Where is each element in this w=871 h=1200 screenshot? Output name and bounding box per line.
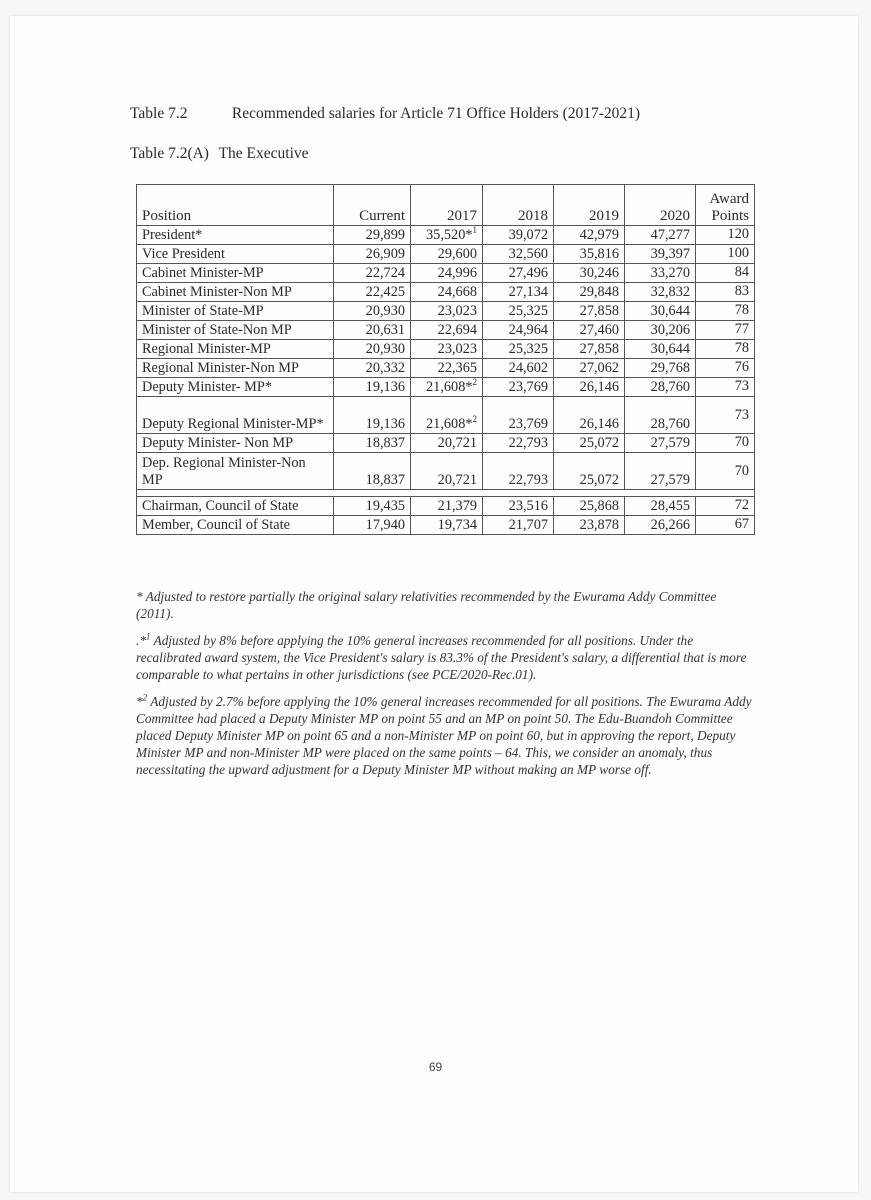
- cell-2020: [625, 453, 696, 490]
- cell-position-text: Vice President: [142, 246, 225, 262]
- cell-2019: [554, 283, 625, 302]
- cell-2018-text: 24,964: [508, 322, 548, 338]
- cell-current-text: 18,837: [365, 472, 405, 488]
- cell-2018: [483, 283, 554, 302]
- cell-2017: [411, 264, 483, 283]
- table-row: [137, 245, 755, 264]
- cell-2018: [483, 434, 554, 453]
- cell-position-text: Regional Minister-Non MP: [142, 360, 299, 376]
- cell-current-text: 17,940: [365, 517, 405, 533]
- cell-2018: [483, 453, 554, 490]
- cell-2019-text: 27,858: [579, 341, 619, 357]
- page-number: 69: [428, 1060, 443, 1074]
- cell-2019-text: 25,868: [579, 498, 619, 514]
- footnote-1-sup: 1: [145, 631, 151, 642]
- cell-position: [137, 340, 334, 359]
- table-header-row: [137, 185, 755, 226]
- cell-position-text: Cabinet Minister-MP: [142, 265, 264, 281]
- footnote-2-mark: *: [136, 694, 143, 709]
- cell-position: [137, 397, 334, 434]
- cell-2018-text: 23,769: [508, 379, 548, 395]
- cell-award-points: [696, 434, 755, 453]
- spacer-cell: [483, 490, 554, 497]
- cell-2019: [554, 321, 625, 340]
- cell-current: [334, 245, 411, 264]
- cell-award-points: [696, 283, 755, 302]
- cell-position-text: Minister of State-MP: [142, 303, 264, 319]
- cell-current-text: 29,899: [365, 227, 405, 243]
- cell-2018-text: 27,496: [508, 265, 548, 281]
- cell-position-text: Deputy Minister- Non MP: [142, 435, 294, 451]
- cell-2018: [483, 359, 554, 378]
- header-points: Points: [711, 208, 749, 224]
- cell-2019-text: 27,062: [579, 360, 619, 376]
- cell-2019-text: 29,848: [579, 284, 619, 300]
- cell-position: [137, 226, 334, 245]
- cell-current: [334, 226, 411, 245]
- cell-2020-text: 28,455: [650, 498, 690, 514]
- cell-2017-text: 35,520*: [426, 227, 473, 243]
- cell-position: [137, 264, 334, 283]
- cell-2017: [411, 497, 483, 516]
- cell-2017-text: 24,668: [437, 284, 477, 300]
- cell-award-points-text: 120: [727, 226, 749, 242]
- header-2020: 2020: [625, 185, 696, 226]
- cell-2017: [411, 283, 483, 302]
- footnote-general: * Adjusted to restore partially the original salary relativities recommended by the Ewurama Addy Committee (2011).: [136, 589, 717, 621]
- cell-2017: [411, 302, 483, 321]
- cell-position-text: Dep. Regional Minister-Non MP: [142, 455, 306, 488]
- table-row: [137, 340, 755, 359]
- cell-2018: [483, 340, 554, 359]
- header-2017: 2017: [411, 185, 483, 226]
- table-row: [137, 283, 755, 302]
- cell-2018: [483, 497, 554, 516]
- cell-2018-text: 32,560: [508, 246, 548, 262]
- cell-2018: [483, 264, 554, 283]
- cell-2020: [625, 397, 696, 434]
- footnote-1-mark: .*: [136, 633, 146, 648]
- cell-2019: [554, 264, 625, 283]
- cell-2020: [625, 434, 696, 453]
- cell-2020: [625, 226, 696, 245]
- cell-2020: [625, 340, 696, 359]
- cell-2017: [411, 434, 483, 453]
- cell-2019: [554, 302, 625, 321]
- cell-2019: [554, 497, 625, 516]
- cell-current: [334, 434, 411, 453]
- cell-2019-text: 25,072: [579, 472, 619, 488]
- cell-award-points-text: 78: [734, 340, 749, 356]
- cell-2017-text: 20,721: [437, 435, 477, 451]
- cell-2017-text: 21,379: [437, 498, 477, 514]
- cell-2020-text: 27,579: [650, 435, 690, 451]
- cell-current-text: 18,837: [365, 435, 405, 451]
- header-current: Current: [334, 185, 411, 226]
- table-row: [137, 516, 755, 535]
- cell-2017-sup: 2: [472, 377, 477, 388]
- table-caption: [130, 105, 640, 123]
- cell-2019: [554, 245, 625, 264]
- table-row: [137, 397, 755, 434]
- cell-current-text: 26,909: [365, 246, 405, 262]
- cell-2017-text: 21,608*: [426, 416, 473, 432]
- cell-2019: [554, 397, 625, 434]
- cell-2018-text: 23,516: [508, 498, 548, 514]
- cell-position: [137, 378, 334, 397]
- cell-2019-text: 35,816: [579, 246, 619, 262]
- cell-2018-text: 23,769: [508, 416, 548, 432]
- spacer-cell: [334, 490, 411, 497]
- cell-2018: [483, 397, 554, 434]
- cell-2017-text: 29,600: [437, 246, 477, 262]
- table-row: [137, 434, 755, 453]
- cell-2018-text: 22,793: [508, 435, 548, 451]
- header-position: Position: [137, 185, 334, 226]
- cell-2017-text: 19,734: [437, 517, 477, 533]
- cell-current-text: 22,724: [365, 265, 405, 281]
- table-row: [137, 497, 755, 516]
- cell-position-text: Member, Council of State: [142, 517, 290, 533]
- cell-2020: [625, 264, 696, 283]
- cell-position: [137, 453, 334, 490]
- cell-current: [334, 453, 411, 490]
- cell-2018: [483, 378, 554, 397]
- cell-2020-text: 30,644: [650, 303, 690, 319]
- cell-2018-text: 25,325: [508, 303, 548, 319]
- header-2019: 2019: [554, 185, 625, 226]
- cell-position: [137, 497, 334, 516]
- cell-award-points: [696, 226, 755, 245]
- spacer-cell: [696, 490, 755, 497]
- cell-current-text: 20,930: [365, 303, 405, 319]
- cell-award-points: [696, 453, 755, 490]
- cell-2017-text: 21,608*: [426, 379, 473, 395]
- cell-award-points: [696, 397, 755, 434]
- cell-2019: [554, 453, 625, 490]
- cell-2020-text: 28,760: [650, 416, 690, 432]
- cell-position-text: Regional Minister-MP: [142, 341, 271, 357]
- cell-position-text: Chairman, Council of State: [142, 498, 299, 514]
- cell-2020: [625, 516, 696, 535]
- cell-2018: [483, 245, 554, 264]
- cell-current: [334, 302, 411, 321]
- cell-2020-text: 39,397: [650, 246, 690, 262]
- cell-award-points: [696, 321, 755, 340]
- subtable-caption: [130, 145, 309, 163]
- cell-2019: [554, 359, 625, 378]
- cell-2017-sup: 1: [472, 225, 477, 236]
- cell-2020: [625, 321, 696, 340]
- cell-award-points: [696, 359, 755, 378]
- cell-2019: [554, 378, 625, 397]
- cell-2017-text: 22,694: [437, 322, 477, 338]
- cell-2017: [411, 453, 483, 490]
- cell-award-points: [696, 516, 755, 535]
- cell-2019: [554, 434, 625, 453]
- table-row: [137, 226, 755, 245]
- cell-position: [137, 359, 334, 378]
- header-2018: 2018: [483, 185, 554, 226]
- cell-award-points: [696, 245, 755, 264]
- cell-2020-text: 26,266: [650, 517, 690, 533]
- header-award-points: [696, 185, 755, 226]
- cell-award-points-text: 83: [734, 283, 749, 299]
- cell-position-text: Deputy Minister- MP*: [142, 379, 272, 395]
- cell-award-points: [696, 378, 755, 397]
- subtable-number: Table 7.2(A): [130, 145, 209, 162]
- cell-2018: [483, 321, 554, 340]
- cell-2020-text: 47,277: [650, 227, 690, 243]
- cell-current-text: 19,136: [365, 416, 405, 432]
- cell-2020: [625, 359, 696, 378]
- footnote-2: [136, 693, 756, 778]
- cell-2018-text: 21,707: [508, 517, 548, 533]
- cell-2019-text: 30,246: [579, 265, 619, 281]
- cell-current: [334, 340, 411, 359]
- cell-award-points-text: 78: [734, 302, 749, 318]
- header-award: Award: [709, 191, 749, 207]
- subtable-title: The Executive: [218, 145, 309, 162]
- cell-2017-text: 24,996: [437, 265, 477, 281]
- table-row: [137, 302, 755, 321]
- cell-2018: [483, 302, 554, 321]
- cell-2017-text: 23,023: [437, 341, 477, 357]
- cell-2019-text: 27,460: [579, 322, 619, 338]
- footnote-1-text: Adjusted by 8% before applying the 10% general increases recommended for all positions. Under the recalibrated award system, the Vice President's salary is 83.3% of the President's salary, a differential that is more comparable to what pertains in other jurisdictions (see PCE/2020-Rec.01).: [136, 633, 747, 682]
- cell-current-text: 19,136: [365, 379, 405, 395]
- table-spacer-row: [137, 490, 755, 497]
- cell-position: [137, 283, 334, 302]
- table-body: [137, 226, 755, 535]
- cell-award-points-text: 84: [734, 264, 749, 280]
- cell-2017: [411, 340, 483, 359]
- cell-2019-text: 26,146: [579, 416, 619, 432]
- cell-2017-text: 23,023: [437, 303, 477, 319]
- cell-2018-text: 24,602: [508, 360, 548, 376]
- cell-2019: [554, 340, 625, 359]
- cell-current-text: 22,425: [365, 284, 405, 300]
- table-row: [137, 453, 755, 490]
- cell-current-text: 19,435: [365, 498, 405, 514]
- cell-2020: [625, 245, 696, 264]
- table-row: [137, 378, 755, 397]
- cell-2017: [411, 359, 483, 378]
- cell-current: [334, 378, 411, 397]
- cell-award-points-text: 70: [734, 462, 749, 479]
- cell-position: [137, 245, 334, 264]
- cell-2020-text: 32,832: [650, 284, 690, 300]
- cell-position-text: President*: [142, 227, 203, 243]
- cell-2017: [411, 378, 483, 397]
- cell-2017-text: 22,365: [437, 360, 477, 376]
- cell-current-text: 20,930: [365, 341, 405, 357]
- cell-2017: [411, 516, 483, 535]
- cell-2018-text: 27,134: [508, 284, 548, 300]
- cell-award-points-text: 70: [734, 434, 749, 450]
- table-row: [137, 264, 755, 283]
- cell-2018: [483, 516, 554, 535]
- spacer-cell: [411, 490, 483, 497]
- cell-current: [334, 321, 411, 340]
- cell-2017: [411, 321, 483, 340]
- table-title: Recommended salaries for Article 71 Office Holders (2017-2021): [231, 105, 641, 122]
- cell-2020-text: 30,644: [650, 341, 690, 357]
- cell-award-points-text: 76: [734, 359, 749, 375]
- cell-current: [334, 516, 411, 535]
- cell-2018-text: 22,793: [508, 472, 548, 488]
- cell-2020-text: 30,206: [650, 322, 690, 338]
- cell-2017: [411, 245, 483, 264]
- cell-2020: [625, 283, 696, 302]
- cell-award-points-text: 73: [734, 378, 749, 394]
- cell-award-points: [696, 302, 755, 321]
- cell-2017-sup: 2: [472, 414, 477, 425]
- cell-2018: [483, 226, 554, 245]
- cell-award-points-text: 72: [734, 497, 749, 513]
- cell-position-text: Cabinet Minister-Non MP: [142, 284, 292, 300]
- cell-award-points-text: 77: [734, 321, 749, 337]
- spacer-cell: [625, 490, 696, 497]
- cell-award-points: [696, 264, 755, 283]
- cell-2020-text: 33,270: [650, 265, 690, 281]
- table-row: [137, 321, 755, 340]
- cell-2020: [625, 378, 696, 397]
- cell-current-text: 20,332: [365, 360, 405, 376]
- cell-2018-text: 25,325: [508, 341, 548, 357]
- cell-2020-text: 29,768: [650, 360, 690, 376]
- cell-2017: [411, 226, 483, 245]
- cell-2018-text: 39,072: [508, 227, 548, 243]
- spacer-cell: [137, 490, 334, 497]
- cell-position: [137, 516, 334, 535]
- spacer-cell: [554, 490, 625, 497]
- footnote-1: [136, 632, 756, 683]
- cell-position: [137, 434, 334, 453]
- cell-2019-text: 26,146: [579, 379, 619, 395]
- cell-2020: [625, 302, 696, 321]
- cell-award-points: [696, 340, 755, 359]
- cell-current: [334, 397, 411, 434]
- cell-current: [334, 359, 411, 378]
- cell-award-points-text: 67: [734, 516, 749, 532]
- cell-position-text: Minister of State-Non MP: [142, 322, 292, 338]
- cell-2019: [554, 226, 625, 245]
- cell-current-text: 20,631: [365, 322, 405, 338]
- cell-position: [137, 321, 334, 340]
- salary-table: [136, 184, 755, 535]
- cell-award-points-text: 73: [734, 406, 749, 423]
- cell-award-points-text: 100: [727, 245, 749, 261]
- cell-2019-text: 23,878: [579, 517, 619, 533]
- cell-2019-text: 27,858: [579, 303, 619, 319]
- cell-2017: [411, 397, 483, 434]
- cell-award-points: [696, 497, 755, 516]
- cell-2019-text: 42,979: [579, 227, 619, 243]
- table-number: Table 7.2: [130, 105, 188, 122]
- footnote-2-text: Adjusted by 2.7% before applying the 10% general increases recommended for all positions. The Ewurama Addy Committee had placed a Deputy Minister MP on point 55 and an MP on point 50. The Edu-Buandoh Committee placed Deputy Minister MP on point 65 and a non-Minister MP on point 60, but in approving the report, Deputy Minister MP and non-Minister MP were placed on the same points – 64. This, we consider an anomaly, thus necessitating the upward adjustment for a Deputy Minister MP without making an MP worse off.: [136, 694, 752, 777]
- table-row: [137, 359, 755, 378]
- cell-2020-text: 28,760: [650, 379, 690, 395]
- cell-current: [334, 283, 411, 302]
- cell-2020: [625, 497, 696, 516]
- cell-position-text: Deputy Regional Minister-MP*: [142, 416, 324, 432]
- cell-current: [334, 264, 411, 283]
- cell-2020-text: 27,579: [650, 472, 690, 488]
- cell-2019-text: 25,072: [579, 435, 619, 451]
- cell-current: [334, 497, 411, 516]
- footnote-2-sup: 2: [142, 692, 148, 703]
- cell-2017-text: 20,721: [437, 472, 477, 488]
- cell-position: [137, 302, 334, 321]
- cell-2019: [554, 516, 625, 535]
